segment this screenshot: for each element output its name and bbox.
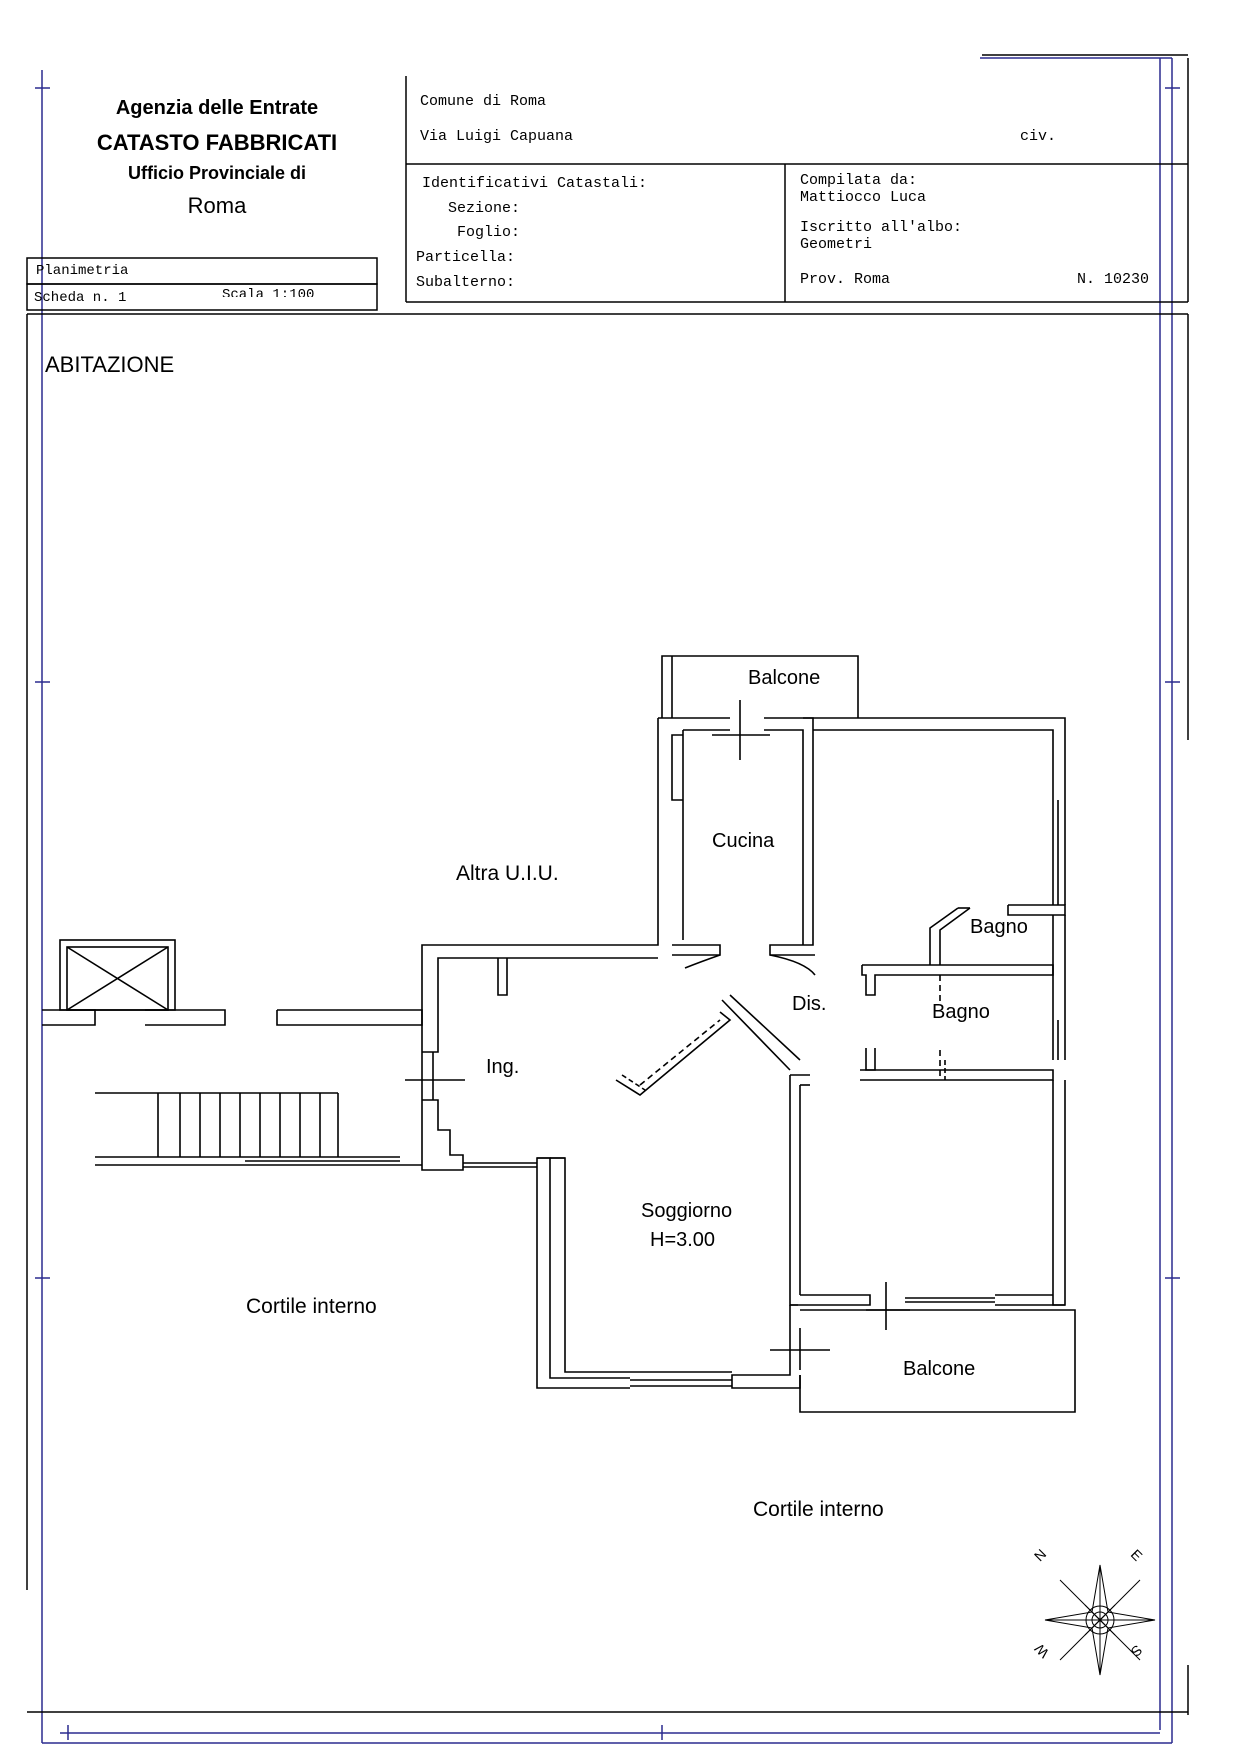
room-balcone-bottom: Balcone xyxy=(903,1358,976,1380)
agency-name: Agenzia delle Entrate xyxy=(115,97,319,119)
ufficio-label: Ufficio Provinciale di xyxy=(127,163,307,183)
office-city: Roma xyxy=(187,193,247,218)
numero-label: N. 10230 xyxy=(1077,271,1150,288)
room-altra-uiu: Altra U.I.U. xyxy=(456,862,559,885)
civ-label: civ. xyxy=(1020,128,1057,145)
compass-east: E xyxy=(1127,1546,1146,1564)
walls xyxy=(42,656,1075,1412)
foglio-label: Foglio: xyxy=(457,224,521,241)
room-cortile-left: Cortile interno xyxy=(246,1295,377,1318)
identificativi-label: Identificativi Catastali: xyxy=(422,175,648,192)
room-bagno-2: Bagno xyxy=(932,1001,990,1023)
comune-label: Comune di Roma xyxy=(420,93,547,110)
iscritto-label: Iscritto all'albo: xyxy=(800,219,963,236)
compass-north: N xyxy=(1030,1545,1050,1565)
plan-title: ABITAZIONE xyxy=(45,352,175,377)
scheda-label: Scheda n. 1 xyxy=(34,290,127,306)
compilata-label: Compilata da: xyxy=(800,172,918,189)
room-ing: Ing. xyxy=(486,1056,520,1078)
particella-label: Particella: xyxy=(416,249,516,266)
room-cucina: Cucina xyxy=(712,830,775,852)
room-soggiorno: Soggiorno xyxy=(641,1200,733,1222)
header-boxes xyxy=(27,55,1188,1715)
scala-label: Scala 1:100 xyxy=(222,287,315,297)
room-bagno-1: Bagno xyxy=(970,916,1028,938)
compass-south: S xyxy=(1127,1642,1146,1660)
room-cortile-bottom: Cortile interno xyxy=(753,1498,884,1521)
planimetria-label: Planimetria xyxy=(36,263,129,279)
subalterno-label: Subalterno: xyxy=(416,274,516,291)
room-balcone-top: Balcone xyxy=(748,667,821,689)
prov-label: Prov. Roma xyxy=(800,271,891,288)
sezione-label: Sezione: xyxy=(448,200,521,217)
compiler-name: Mattiocco Luca xyxy=(800,189,927,206)
compass-west: W xyxy=(1031,1640,1052,1662)
room-dis: Dis. xyxy=(792,993,827,1015)
albo-value: Geometri xyxy=(800,236,873,253)
room-height: H=3.00 xyxy=(650,1229,716,1251)
via-label: Via Luigi Capuana xyxy=(420,128,574,145)
catasto-title: CATASTO FABBRICATI xyxy=(96,130,338,155)
